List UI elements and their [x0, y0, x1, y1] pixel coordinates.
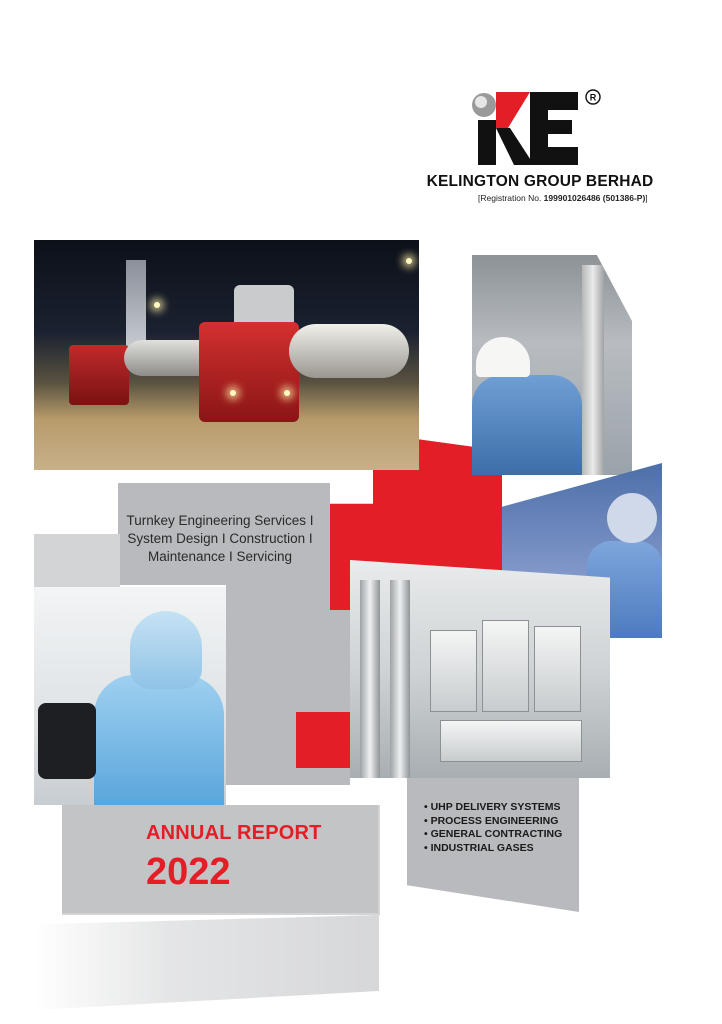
logo-k-stem — [478, 120, 496, 165]
annual-report-year: 2022 — [146, 851, 231, 893]
gas-tanker-trucks-photo — [34, 240, 419, 470]
annual-report-title: ANNUAL REPORT — [146, 822, 322, 844]
engineer-valve-photo — [472, 255, 632, 475]
gas-cabinet-photo — [350, 560, 610, 778]
capability-item: • UHP DELIVERY SYSTEMS — [424, 801, 562, 815]
capabilities-list — [424, 801, 562, 855]
services-text — [120, 512, 320, 566]
logo-e-bottom — [530, 147, 578, 165]
logo-k-red-arm — [496, 92, 530, 128]
capability-item: • GENERAL CONTRACTING — [424, 828, 562, 842]
logo-k-black-arm — [496, 128, 534, 165]
kelington-logo — [468, 82, 603, 172]
company-name: KELINGTON GROUP BERHAD — [426, 173, 654, 190]
cleanroom-worker-photo — [34, 587, 226, 805]
grey-panel-left-band — [34, 534, 120, 588]
grey-fade-bottom — [34, 915, 379, 1010]
registration-number: [Registration No. 199901026486 (501386-P)] — [478, 193, 648, 203]
services-line-3: Maintenance I Servicing — [147, 549, 293, 564]
services-line-1: Turnkey Engineering Services I — [126, 513, 314, 528]
red-block-lower — [296, 712, 352, 768]
capability-item: • PROCESS ENGINEERING — [424, 815, 562, 829]
logo-e-mid — [530, 120, 572, 134]
capability-item: • INDUSTRIAL GASES — [424, 842, 562, 856]
services-line-2: System Design I Construction I — [127, 531, 313, 546]
svg-text:R: R — [589, 92, 597, 103]
